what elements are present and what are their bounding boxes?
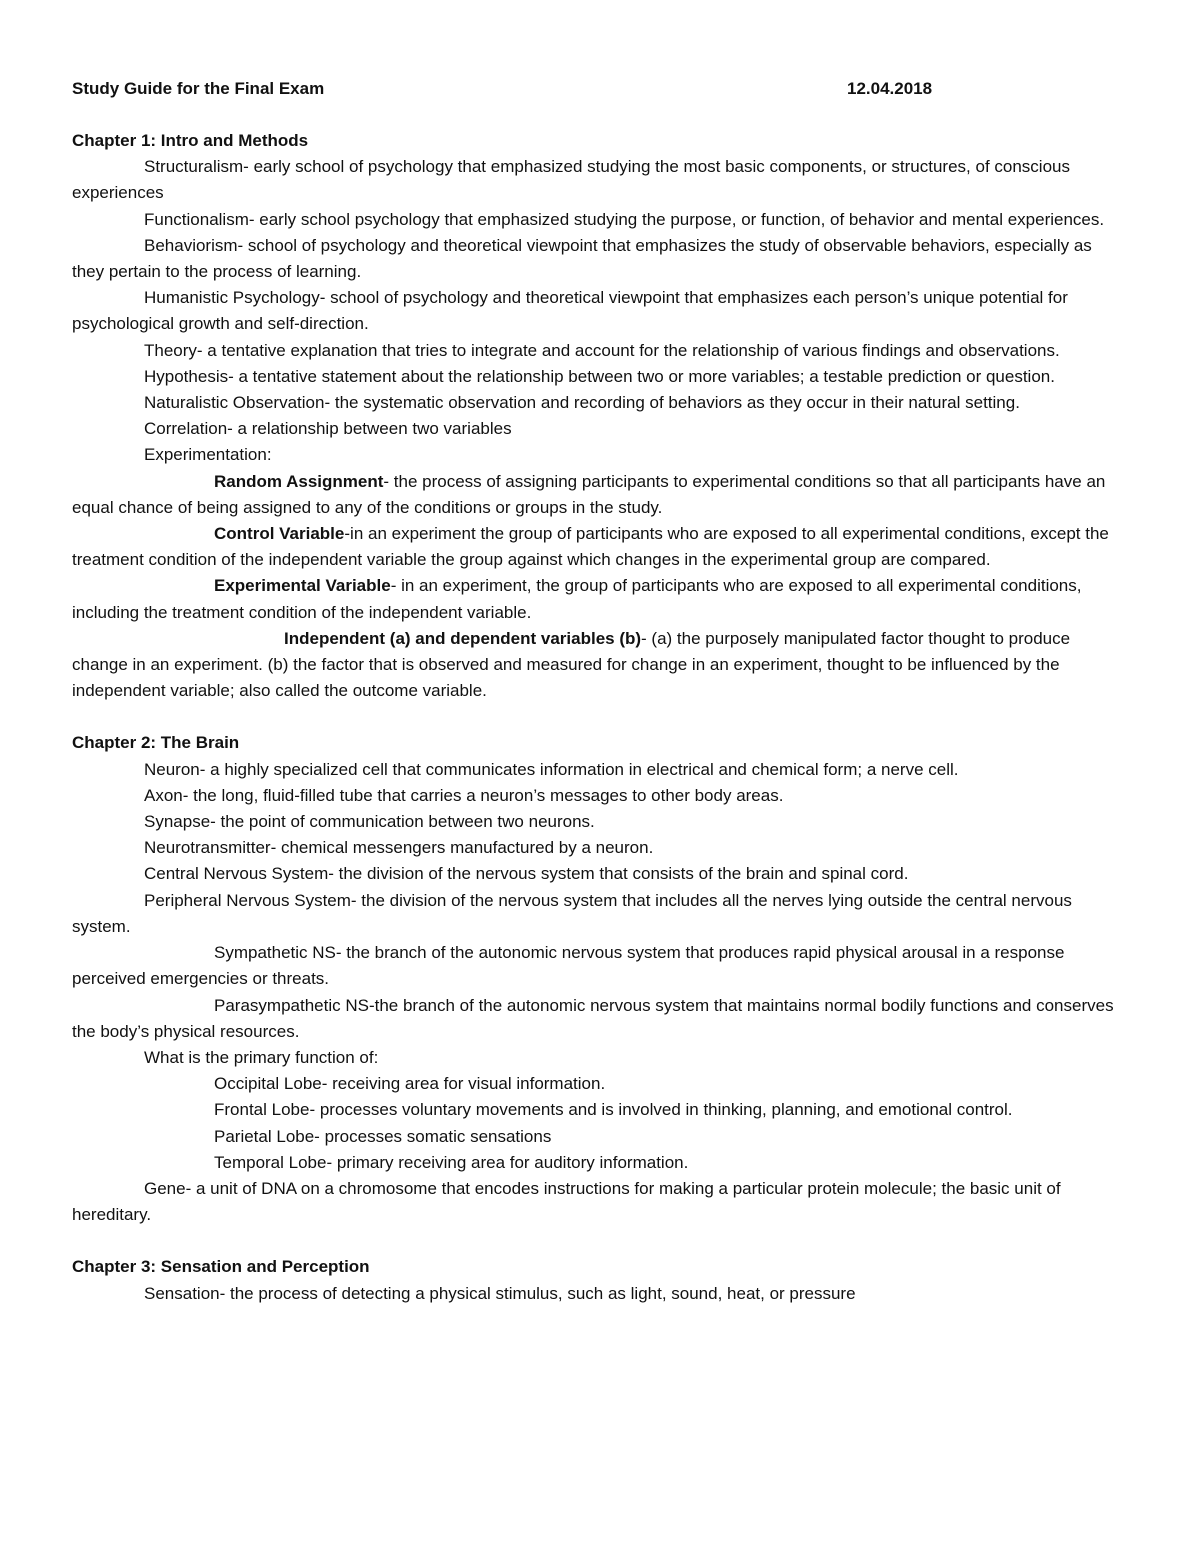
term-synapse: Synapse- the point of communication between two neurons. (144, 812, 595, 832)
term-axon: Axon- the long, fluid-filled tube that carries a neuron’s messages to other body areas. (144, 785, 784, 805)
term-peripheral-nervous-system: Peripheral Nervous System- the division of the nervous system that includes all the nerves lying outside the central nervous system. (72, 890, 1072, 936)
term-theory: Theory- a tentative explanation that tries to integrate and account for the relationship of various findings and observations. (144, 340, 1060, 360)
term-label: Random Assignment (214, 471, 384, 491)
term-neuron: Neuron- a highly specialized cell that communicates information in electrical and chemical form; a nerve cell. (144, 759, 959, 779)
document-date: 12.04.2018 (847, 79, 933, 98)
term-functionalism: Functionalism- early school psychology that emphasized studying the purpose, or function, of behavior and mental experiences. (144, 209, 1105, 229)
document-header (72, 76, 1128, 102)
term-occipital-lobe: Occipital Lobe- receiving area for visual information. (214, 1074, 606, 1094)
term-hypothesis: Hypothesis- a tentative statement about the relationship between two or more variables; a testable prediction or question. (144, 366, 1055, 386)
term-label: Control Variable (214, 524, 345, 544)
term-experimentation: Experimentation: (144, 445, 272, 465)
term-sympathetic-ns: Sympathetic NS- the branch of the autonomic nervous system that produces rapid physical arousal in a response perceived emergencies or threats. (72, 943, 1065, 989)
term-independent-dependent-variables (72, 626, 1128, 705)
term-label: Independent (a) and dependent variables (b) (284, 628, 642, 648)
term-neurotransmitter: Neurotransmitter- chemical messengers manufactured by a neuron. (144, 838, 654, 858)
term-random-assignment (72, 469, 1128, 521)
term-parasympathetic-ns: Parasympathetic NS-the branch of the autonomic nervous system that maintains normal bodily functions and conserves the body’s physical resources. (72, 995, 1114, 1041)
term-definition: - (a) the purposely manipulated factor thought to produce change in an experiment. (b) the factor that is observed and measured for change in an experiment, thought to be influenced by the independent variable; also called the outcome variable. (72, 628, 1071, 701)
term-definition: - the process of assigning participants to experimental conditions so that all participants have an equal chance of being assigned to any of the conditions or groups in the study. (72, 471, 1106, 517)
term-behaviorism: Behaviorism- school of psychology and theoretical viewpoint that emphasizes the study of observable behaviors, especially as they pertain to the process of learning. (72, 235, 1092, 282)
spacer (72, 704, 1128, 730)
chapter-1-heading: Chapter 1: Intro and Methods (72, 131, 309, 150)
chapter-2-heading: Chapter 2: The Brain (72, 733, 240, 753)
term-structuralism: Structuralism- early school of psychology that emphasized studying the most basic components, or structures, of conscious experiences (72, 157, 1070, 203)
term-frontal-lobe: Frontal Lobe- processes voluntary movements and is involved in thinking, planning, and emotional control. (214, 1100, 1013, 1120)
term-definition: - in an experiment, the group of participants who are exposed to all experimental conditions, including the treatment condition of the independent variable. (72, 576, 1082, 622)
question-primary-function: What is the primary function of: (144, 1047, 379, 1067)
term-definition: -in an experiment the group of participants who are exposed to all experimental conditions, except the treatment condition of the independent variable the group against which changes in the experimental group are compared. (72, 524, 1109, 570)
term-temporal-lobe: Temporal Lobe- primary receiving area for auditory information. (214, 1152, 689, 1172)
term-naturalistic-observation: Naturalistic Observation- the systematic observation and recording of behaviors as they occur in their natural setting. (144, 393, 1020, 413)
term-control-variable (72, 521, 1128, 573)
term-sensation: Sensation- the process of detecting a physical stimulus, such as light, sound, heat, or pressure (144, 1283, 856, 1303)
term-correlation: Correlation- a relationship between two variables (144, 419, 512, 439)
term-humanistic-psychology: Humanistic Psychology- school of psychology and theoretical viewpoint that emphasizes each person’s unique potential for psychological growth and self-direction. (72, 288, 1068, 334)
term-label: Experimental Variable (214, 576, 391, 596)
term-experimental-variable (72, 573, 1128, 625)
term-gene: Gene- a unit of DNA on a chromosome that encodes instructions for making a particular protein molecule; the basic unit of hereditary. (72, 1178, 1061, 1225)
chapter-3-heading: Chapter 3: Sensation and Perception (72, 1257, 370, 1277)
document-title: Study Guide for the Final Exam (72, 79, 325, 98)
term-parietal-lobe: Parietal Lobe- processes somatic sensations (214, 1126, 552, 1146)
spacer (72, 102, 1128, 128)
term-central-nervous-system: Central Nervous System- the division of the nervous system that consists of the brain and spinal cord. (144, 864, 909, 884)
spacer (72, 1228, 1128, 1254)
